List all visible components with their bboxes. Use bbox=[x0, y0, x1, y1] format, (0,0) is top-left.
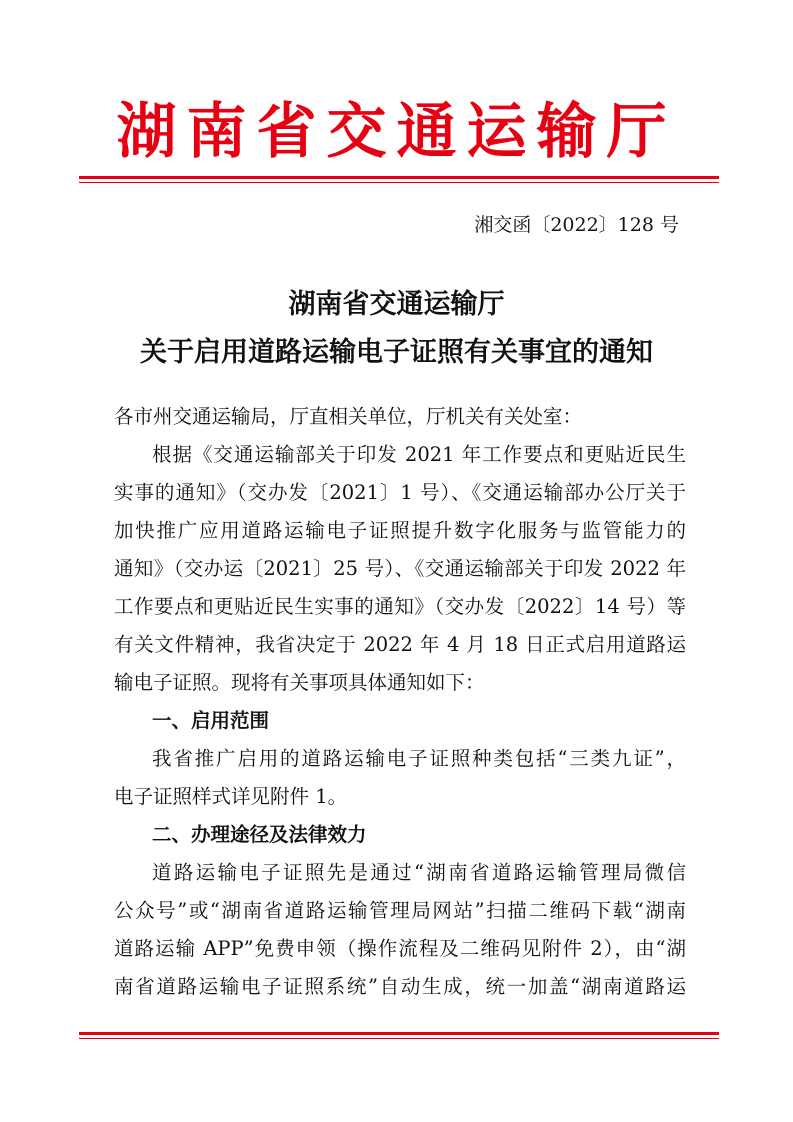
section-heading: 二、办理途径及法律效力 bbox=[152, 823, 367, 846]
letterhead-title: 湖南省交通运输厅 bbox=[116, 97, 677, 167]
paragraph-line: 输电子证照。现将有关事项具体通知如下： bbox=[114, 671, 485, 694]
footer-rule-thick bbox=[79, 1032, 719, 1035]
paragraph-line: 电子证照样式详见附件 1。 bbox=[114, 785, 348, 808]
salutation: 各市州交通运输局，厅直相关单位，厅机关有关处室： bbox=[114, 405, 583, 428]
paragraph-line: 加快推广应用道路运输电子证照提升数字化服务与监管能力的 bbox=[114, 519, 686, 542]
paragraph-line: 南省道路运输电子证照系统”自动生成，统一加盖“湖南道路运 bbox=[114, 975, 686, 998]
footer-rule-thin bbox=[79, 1038, 719, 1039]
letterhead-rule-thick bbox=[79, 176, 719, 179]
paragraph-line: 道路运输 APP”免费申领（操作流程及二维码见附件 2），由“湖 bbox=[114, 937, 686, 960]
paragraph-line: 道路运输电子证照先是通过“湖南省道路运输管理局微信 bbox=[152, 861, 686, 884]
paragraph-line: 公众号”或“湖南省道路运输管理局网站”扫描二维码下载“湖南 bbox=[114, 899, 686, 922]
paragraph-line: 工作要点和更贴近民生实事的通知》（交办发〔2022〕14 号）等 bbox=[114, 595, 686, 618]
paragraph-line: 实事的通知》（交办发〔2021〕1 号）、《交通运输部办公厅关于 bbox=[114, 481, 686, 504]
document-number: 湘交函〔2022〕128 号 bbox=[474, 214, 679, 236]
paragraph-line: 我省推广启用的道路运输电子证照种类包括“三类九证”， bbox=[152, 747, 686, 770]
section-heading: 一、启用范围 bbox=[152, 709, 270, 732]
letterhead-rule-thin bbox=[79, 182, 719, 183]
paragraph-line: 有关文件精神，我省决定于 2022 年 4 月 18 日正式启用道路运 bbox=[114, 633, 686, 656]
paragraph-line: 通知》（交办运〔2021〕25 号）、《交通运输部关于印发 2022 年 bbox=[114, 557, 686, 580]
document-title-line-2: 关于启用道路运输电子证照有关事宜的通知 bbox=[140, 337, 653, 368]
document-title-line-1: 湖南省交通运输厅 bbox=[288, 289, 505, 320]
paragraph-line: 根据《交通运输部关于印发 2021 年工作要点和更贴近民生 bbox=[152, 443, 686, 466]
